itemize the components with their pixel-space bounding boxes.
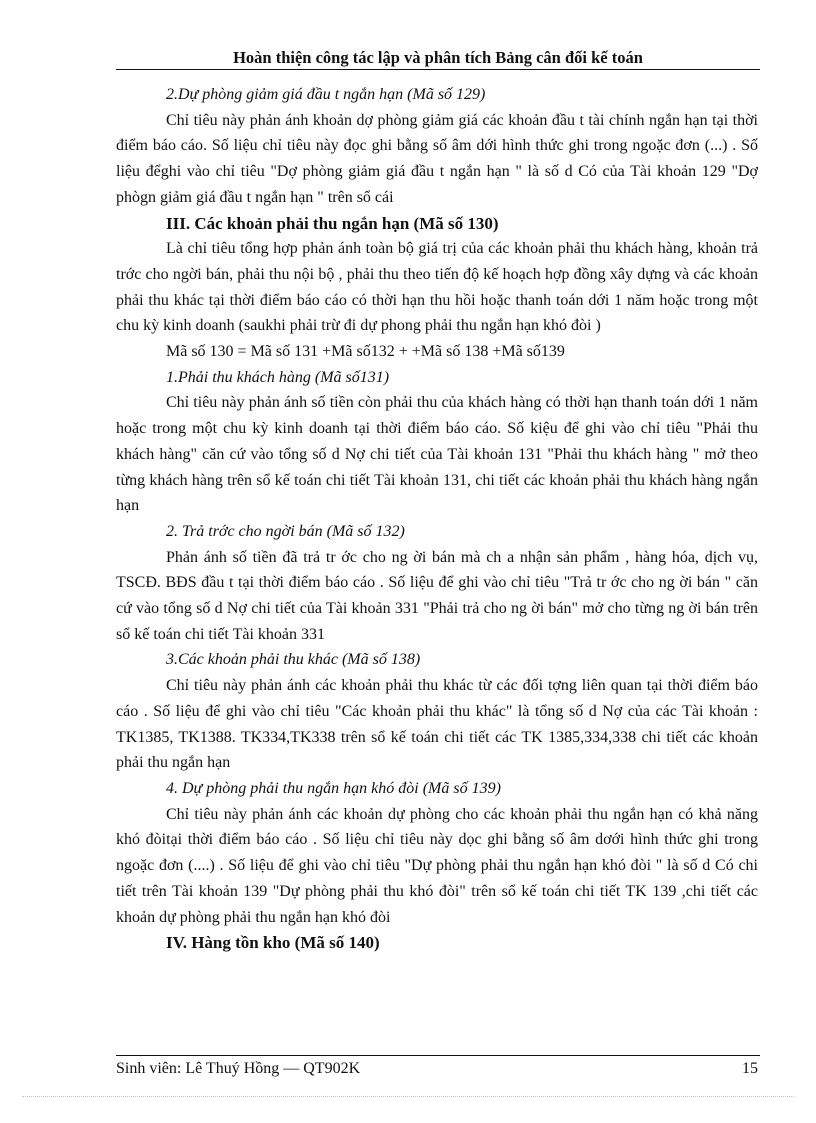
footer-divider: [116, 1055, 760, 1056]
paragraph-129: Chỉ tiêu này phản ánh khoản dợ phòng giảm giá các khoản đầu t tài chính ngắn hạn tại thời điểm báo cáo. Số liệu chỉ tiêu này đọc ghi bằng số âm dới hình thức ghi trong ngoặc đơn (...) . Số liệu đểghi vào chỉ tiêu "Dợ phòng giảm giá đầu t ngắn hạn " là số d Có của Tài khoản 129 "Dợ phògn giảm giá đầu t ngắn hạn " trên sổ cái: [116, 111, 758, 206]
paragraph-131: Chỉ tiêu này phản ánh số tiền còn phải thu của khách hàng có thời hạn thanh toán dới 1 năm hoặc trong một chu kỳ kinh doanh tại thời điểm báo cáo. Số kiệu để ghi vào chỉ tiêu "Phải thu khách hàng" căn cứ vào tổng số d Nợ chi tiết của Tài khoản 131 "Phải thu khách hàng " mở theo từng khách hàng trên sổ kế toán chi tiết Tài khoản 131, chi tiết các khoản phải thu khách hàng ngắn hạn: [116, 394, 758, 515]
subsection-heading-132: 2. Trả trớc cho ngời bán (Mã số 132): [166, 522, 405, 540]
subsection-heading-138: 3.Các khoản phải thu khác (Mã số 138): [166, 651, 421, 669]
paragraph-139: Chỉ tiêu này phản ánh các khoản dự phòng cho các khoản phải thu ngắn hạn có khả năng khó đòitại thời điểm báo cáo . Số liệu chỉ tiêu này dọc ghi bằng số âm dơới hình thức ghi trong ngoặc đơn (....) . Số liệu để ghi vào chỉ tiêu "Dự phòng phải thu ngắn hạn khó đòi " là số d Có chi tiết trên Tài khoản 139 "Dự phòng phải thu khó đòi" trên sổ kế toán chi tiết TK 139 ,chi tiết các khoản dự phòng phải thu ngắn hạn khó đòi: [116, 805, 758, 926]
subsection-heading-131: 1.Phải thu khách hàng (Mã số131): [166, 368, 390, 386]
document-body: [116, 82, 758, 956]
section-heading-140: IV. Hàng tồn kho (Mã số 140): [166, 933, 380, 953]
page-header-title: Hoàn thiện công tác lập và phân tích Bảng cân đối kế toán: [233, 48, 643, 67]
subsection-heading-129: 2.Dự phòng giảm giá đầu t ngắn hạn (Mã số 129): [166, 86, 486, 103]
formula-130: Mã số 130 = Mã số 131 +Mã số132 + +Mã số 138 +Mã số139: [166, 343, 565, 361]
paragraph-130: Là chỉ tiêu tổng hợp phản ánh toàn bộ giá trị của các khoản phải thu khách hàng, khoản trả trớc cho ngời bán, phải thu nội bộ , phải thu theo tiến độ kế hoạch hợp đồng xây dựng và các khoản phải thu khác tại thời điểm báo cáo có thời hạn thu hồi hoặc thanh toán dới 1 năm hoặc trong một chu kỳ kinh doanh (saukhi phải trừ đi dự phong phải thu ngắn hạn khó đòi ): [116, 240, 758, 335]
paragraph-132: Phản ánh số tiền đã trả tr ớc cho ng ời bán mà ch a nhận sản phẩm , hàng hóa, dịch vụ, TSCĐ. BĐS đầu t tại thời điểm báo cáo . Số liệu để ghi vào chỉ tiêu "Trả tr ớc cho ng ời bán " căn cứ vào tổng số d Nợ chi tiết của Tài khoản 331 "Phải trả cho ng ời bán" mở cho từng ng ời bán trên sổ kế toán chi tiết Tài khoản 331: [116, 548, 758, 643]
subsection-heading-139: 4. Dự phòng phải thu ngắn hạn khó đòi (Mã số 139): [166, 779, 501, 797]
section-heading-130: III. Các khoản phải thu ngắn hạn (Mã số 130): [166, 213, 499, 233]
page-bottom-edge: [22, 1096, 794, 1097]
paragraph-138: Chỉ tiêu này phản ánh các khoản phải thu khác từ các đối tợng liên quan tại thời điểm báo cáo . Số liệu để ghi vào chỉ tiêu "Các khoản phải thu khác" là tổng số d Nợ của các Tài khoản : TK1385, TK1388. TK334,TK338 trên sổ kế toán chi tiết các TK 1385,334,338 chi tiết các khoản phải thu ngắn hạn: [116, 677, 758, 772]
header-divider: [116, 69, 760, 70]
footer-student-name: Sinh viên: Lê Thuý Hồng — QT902K: [116, 1060, 361, 1077]
footer-page-number: 15: [742, 1060, 758, 1077]
